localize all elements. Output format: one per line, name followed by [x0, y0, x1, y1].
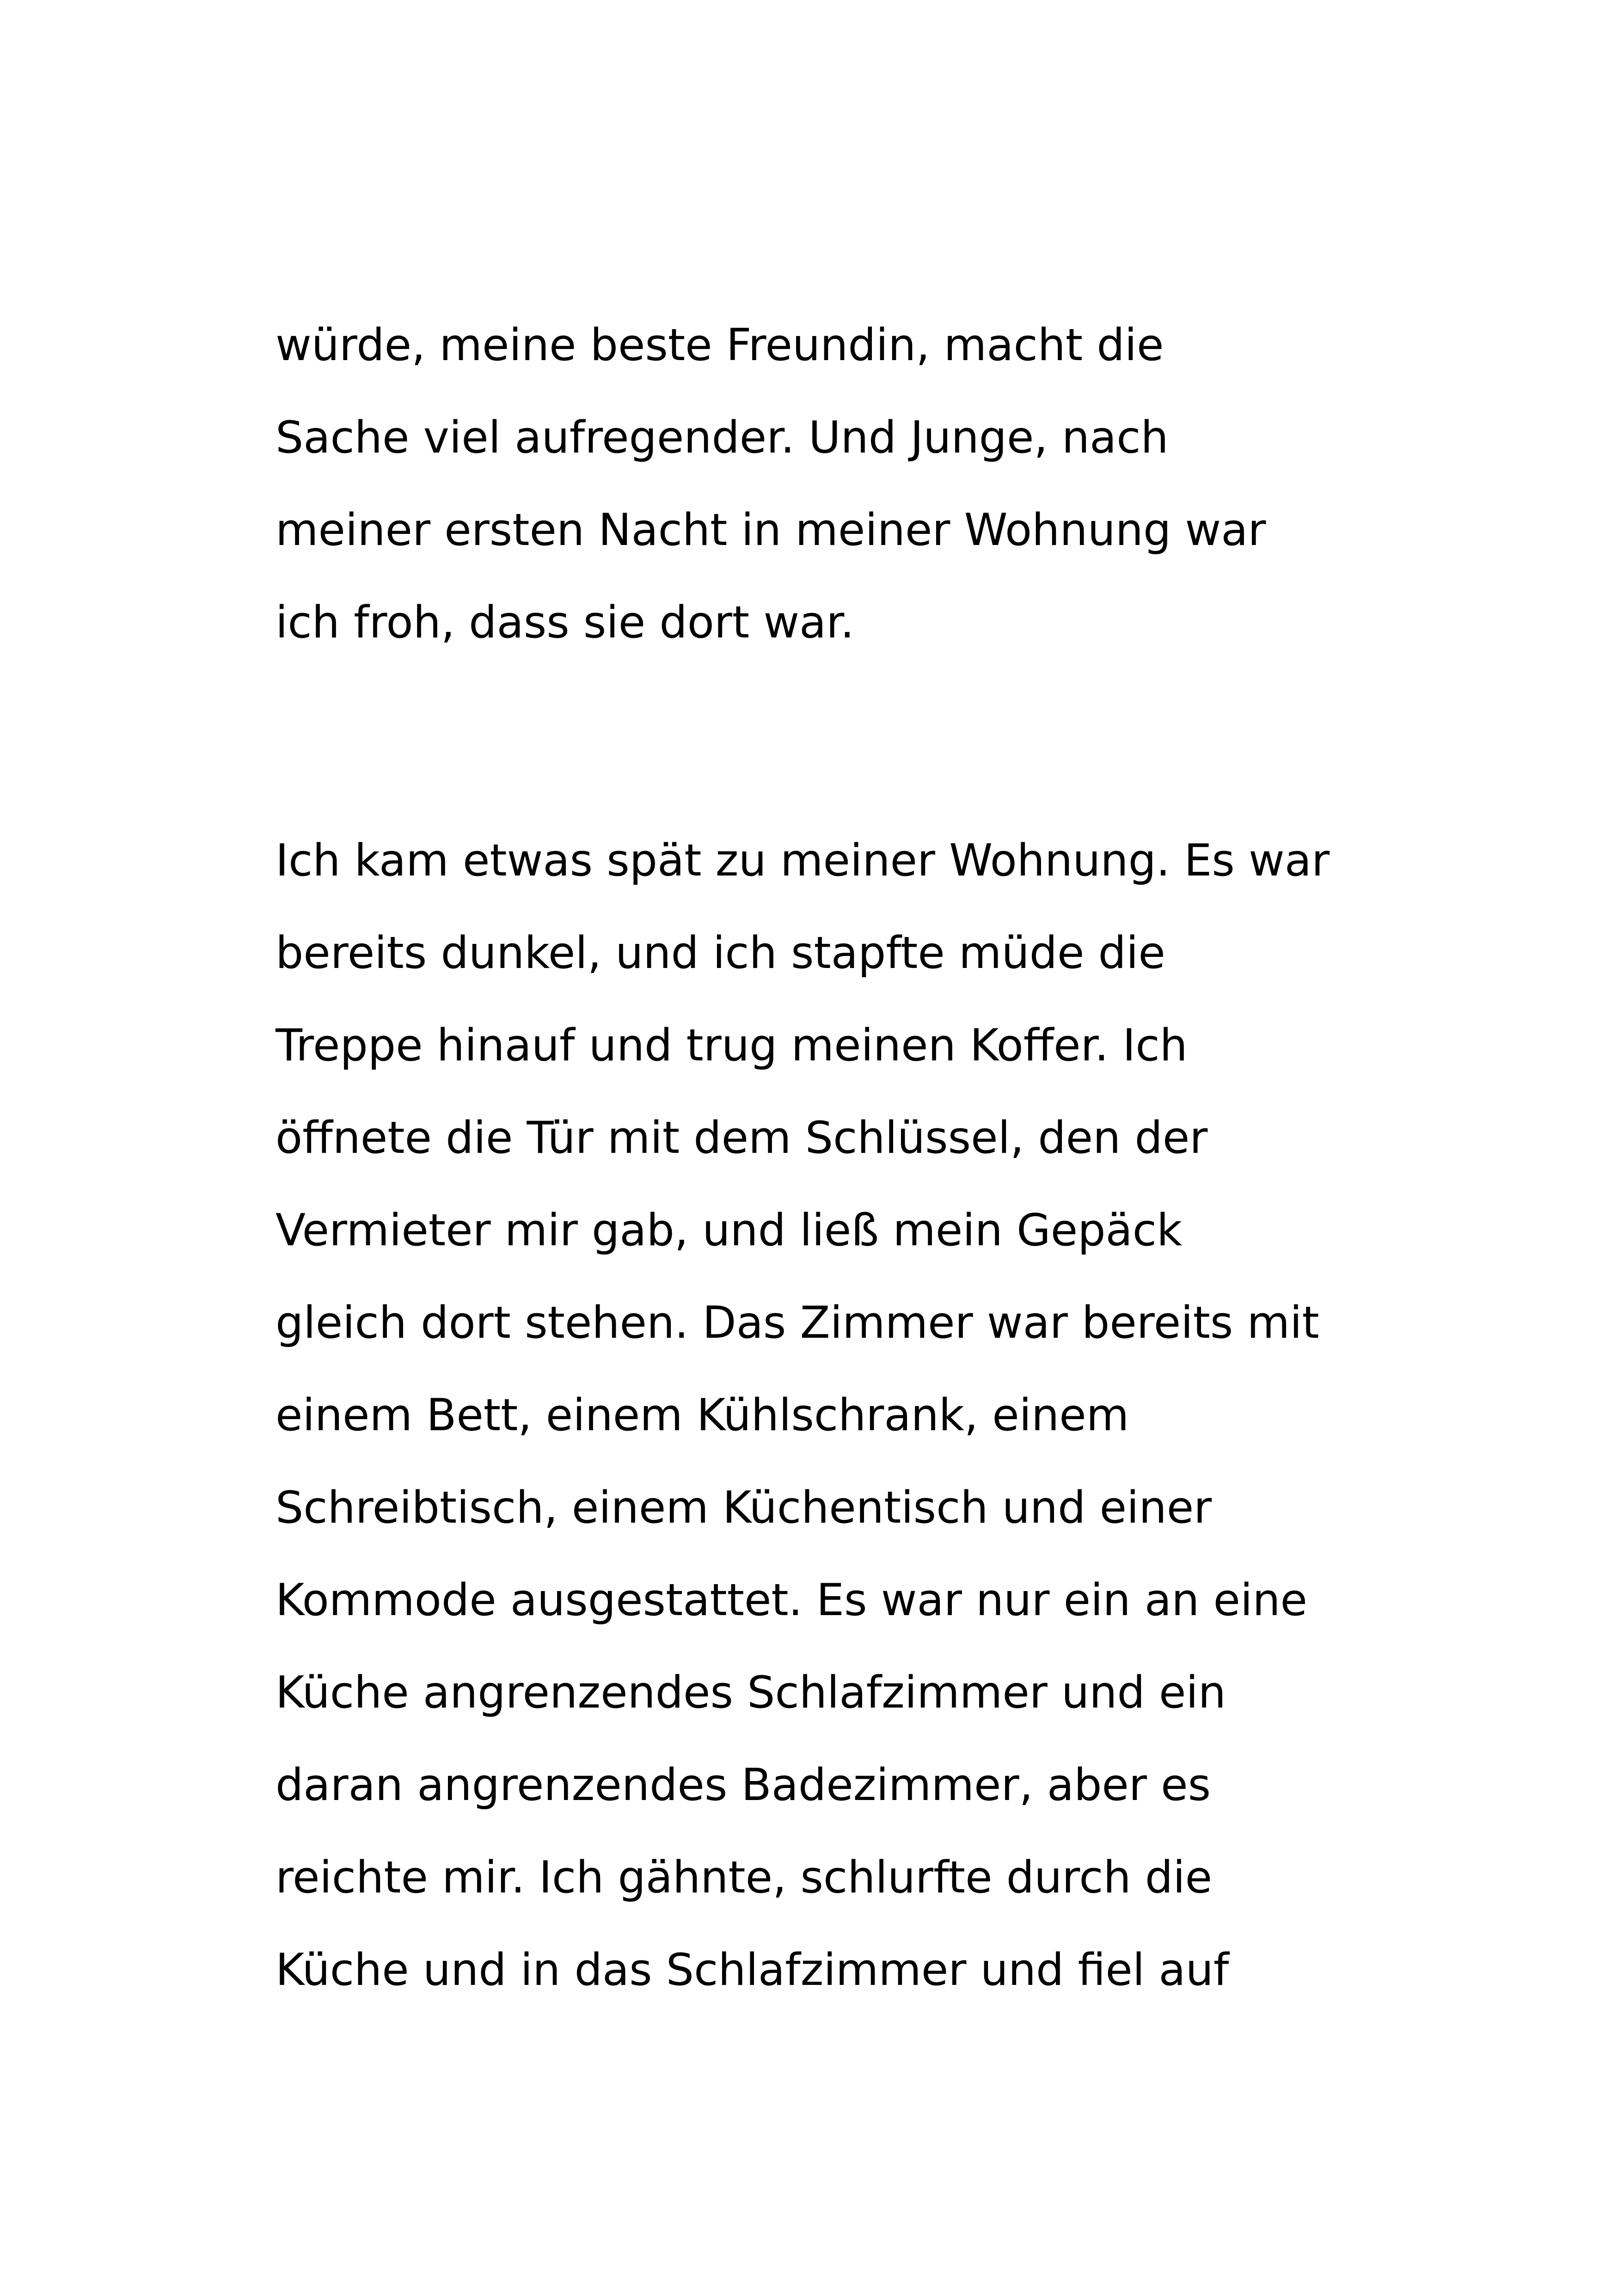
text-line: Treppe hinauf und trug meinen Koffer. Ich — [276, 1020, 1188, 1071]
text-line: Ich kam etwas spät zu meiner Wohnung. Es war — [276, 835, 1330, 886]
text-line: Sache viel aufregender. Und Junge, nach — [276, 412, 1169, 463]
text-line: öffnete die Tür mit dem Schlüssel, den der — [276, 1113, 1208, 1163]
text-line: ich froh, dass sie dort war. — [276, 597, 854, 648]
text-line: Küche angrenzendes Schlafzimmer und ein — [276, 1667, 1226, 1718]
text-line: würde, meine beste Freundin, macht die — [276, 320, 1164, 371]
text-line: gleich dort stehen. Das Zimmer war bereits mit — [276, 1298, 1319, 1348]
text-line: meiner ersten Nacht in meiner Wohnung war — [276, 505, 1266, 556]
text-line: Küche und in das Schlafzimmer und fiel auf — [276, 1945, 1229, 1996]
text-line: einem Bett, einem Kühlschrank, einem — [276, 1390, 1129, 1441]
text-line: Vermieter mir gab, und ließ mein Gepäck — [276, 1205, 1182, 1256]
text-line: Schreibtisch, einem Küchentisch und einer — [276, 1482, 1212, 1533]
text-line: Kommode ausgestattet. Es war nur ein an eine — [276, 1575, 1307, 1626]
text-line: reichte mir. Ich gähnte, schlurfte durch die — [276, 1852, 1213, 1903]
text-line: bereits dunkel, und ich stapfte müde die — [276, 928, 1165, 979]
text-line: daran angrenzendes Badezimmer, aber es — [276, 1760, 1211, 1811]
